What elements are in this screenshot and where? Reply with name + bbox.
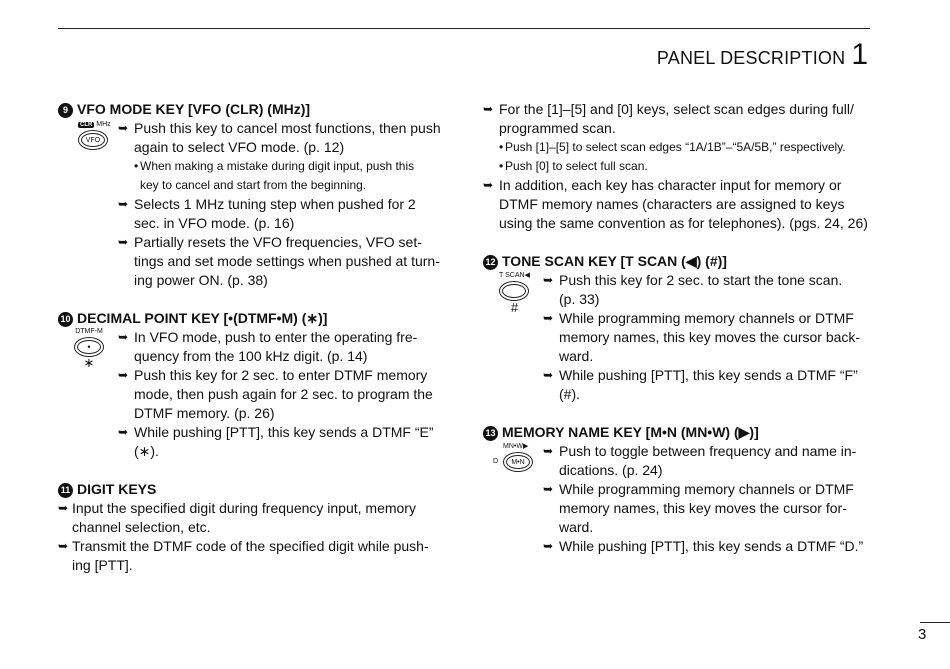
mhz-label: MHz (96, 121, 111, 128)
arrow-icon: ➥ (58, 539, 69, 553)
arrow-icon: ➥ (543, 539, 554, 553)
mname-key (493, 442, 533, 472)
section-body (58, 119, 444, 290)
bullet (118, 195, 444, 233)
arrow-icon: ➥ (543, 368, 554, 382)
tscan-key-icon (499, 281, 529, 301)
d-label: D (493, 458, 499, 465)
line: While programming memory channels or DTMF (559, 481, 854, 497)
page-title: PANEL DESCRIPTION (656, 48, 846, 68)
line: memory names, this key moves the cursor for- (559, 500, 847, 516)
line: Push this key to cancel most functions, then push (134, 120, 441, 136)
bullet (543, 442, 871, 480)
line: Input the specified digit during frequency input, memory (72, 500, 416, 516)
line: (p. 33) (559, 291, 600, 307)
left-column (58, 100, 444, 575)
line: In VFO mode, push to enter the operating fre- (134, 329, 418, 345)
line: While pushing [PTT], this key sends a DTMF “F” (559, 367, 858, 383)
section-heading (58, 309, 444, 328)
section-number-badge: 12 (483, 255, 498, 270)
section-heading (483, 252, 871, 271)
decimal-key-icon (74, 337, 104, 357)
arrow-icon: ➥ (118, 330, 129, 344)
line: ward. (559, 519, 594, 535)
line: tings and set mode settings when pushed at turn- (134, 253, 440, 269)
section-heading (58, 100, 444, 119)
line: DTMF memory names (characters are assigned to keys (499, 196, 845, 212)
top-rule (58, 28, 870, 29)
arrow-icon: ➥ (118, 235, 129, 249)
asterisk-label: ∗ (83, 355, 95, 370)
section-body (483, 442, 871, 556)
line: Push to toggle between frequency and name in- (559, 443, 857, 459)
line: Push this key for 2 sec. to start the tone scan. (559, 272, 843, 288)
mname-key-icon (503, 452, 533, 472)
bullet-dot-icon: • (499, 140, 504, 154)
line: Push this key for 2 sec. to enter DTMF memory (134, 367, 428, 383)
bullet (118, 423, 444, 461)
section-body (58, 328, 444, 461)
arrow-icon: ➥ (118, 121, 129, 135)
line: While pushing [PTT], this key sends a DTMF “E” (134, 424, 434, 440)
mname-key-label: MN•W▶ (503, 443, 529, 450)
line: When making a mistake during digit input, push this (140, 159, 415, 173)
bullet (118, 119, 444, 157)
line: ing [PTT]. (72, 557, 133, 573)
bullet (543, 366, 871, 404)
arrow-icon: ➥ (483, 102, 494, 116)
bullet-dot-icon: • (134, 159, 139, 173)
line: While programming memory channels or DTMF (559, 310, 854, 326)
line: (∗). (134, 443, 159, 459)
bullet (118, 328, 444, 366)
bullet (543, 537, 871, 556)
note (118, 157, 444, 195)
clr-badge: CLR (80, 122, 93, 128)
line: Partially resets the VFO frequencies, VFO set- (134, 234, 422, 250)
bullet (543, 271, 871, 309)
section-number: 1 (851, 38, 868, 71)
arrow-icon: ➥ (543, 273, 554, 287)
bullet-dot-icon: • (499, 159, 504, 173)
arrow-icon: ➥ (543, 482, 554, 496)
line: dications. (p. 24) (559, 462, 663, 478)
line: sec. in VFO mode. (p. 16) (134, 215, 295, 231)
line: Transmit the DTMF code of the specified digit while push- (72, 538, 429, 554)
line: For the [1]–[5] and [0] keys, select scan edges during full/ (499, 101, 854, 117)
line: mode, then push again for 2 sec. to program the (134, 386, 433, 402)
line: In addition, each key has character input for memory or (499, 177, 842, 193)
line: using the same convention as for telephones). (pgs. 24, 26) (499, 215, 868, 231)
line: memory names, this key moves the cursor back- (559, 329, 861, 345)
heading-text: DECIMAL POINT KEY [•(DTMF•M) (∗)] (77, 310, 328, 326)
arrow-icon: ➥ (118, 197, 129, 211)
dtmf-key-label: DTMF-M (75, 328, 103, 335)
bullet (543, 480, 871, 537)
hash-label: # (510, 300, 519, 315)
vfo-key (78, 121, 111, 150)
arrow-icon: ➥ (58, 501, 69, 515)
line: key to cancel and start from the beginning. (140, 178, 367, 192)
note (483, 157, 871, 176)
section-number-badge: 10 (58, 312, 73, 327)
bullet (543, 309, 871, 366)
section-number-badge: 13 (483, 426, 498, 441)
tscan-key-label: T SCAN◀ (499, 272, 530, 279)
vfo-key-text: VFO (81, 133, 105, 147)
heading-text: MEMORY NAME KEY [M•N (MN•W) (▶)] (502, 424, 759, 440)
bullet (483, 100, 871, 138)
arrow-icon: ➥ (543, 444, 554, 458)
bottom-rule (920, 622, 950, 623)
line: again to select VFO mode. (p. 12) (134, 139, 345, 155)
right-column (483, 100, 871, 556)
bullet (118, 233, 444, 290)
line: ing power ON. (p. 38) (134, 272, 268, 288)
heading-text: VFO MODE KEY [VFO (CLR) (MHz)] (77, 101, 311, 117)
line: channel selection, etc. (72, 519, 211, 535)
line: (#). (559, 386, 580, 402)
arrow-icon: ➥ (543, 311, 554, 325)
vfo-key-icon (78, 130, 108, 150)
line: Push [1]–[5] to select scan edges “1A/1B”–“5A/5B,” respectively. (505, 140, 846, 154)
section-number-badge: 11 (58, 483, 73, 498)
page-header (657, 38, 868, 72)
mname-key-text: M•N (506, 455, 530, 469)
line: Push [0] to select full scan. (505, 159, 648, 173)
section-number-badge: 9 (58, 103, 73, 118)
line: quency from the 100 kHz digit. (p. 14) (134, 348, 368, 364)
section-body (483, 271, 871, 404)
bullet (58, 499, 444, 537)
section-heading (483, 423, 871, 442)
tscan-key (499, 271, 530, 315)
vfo-key-label (78, 121, 111, 128)
arrow-icon: ➥ (483, 178, 494, 192)
bullet (118, 366, 444, 423)
line: DTMF memory. (p. 26) (134, 405, 275, 421)
bullet (58, 537, 444, 575)
page-number: 3 (918, 626, 927, 643)
line: programmed scan. (499, 120, 616, 136)
decimal-key-text: • (77, 340, 101, 354)
heading-text: DIGIT KEYS (77, 481, 157, 497)
section-heading (58, 480, 444, 499)
note (483, 138, 871, 157)
bullet (483, 176, 871, 233)
dtmf-key (74, 328, 104, 369)
arrow-icon: ➥ (118, 425, 129, 439)
heading-text: TONE SCAN KEY [T SCAN (◀) (#)] (502, 253, 727, 269)
line: ward. (559, 348, 594, 364)
line: Selects 1 MHz tuning step when pushed for 2 (134, 196, 416, 212)
arrow-icon: ➥ (118, 368, 129, 382)
line: While pushing [PTT], this key sends a DTMF “D.” (559, 538, 864, 554)
